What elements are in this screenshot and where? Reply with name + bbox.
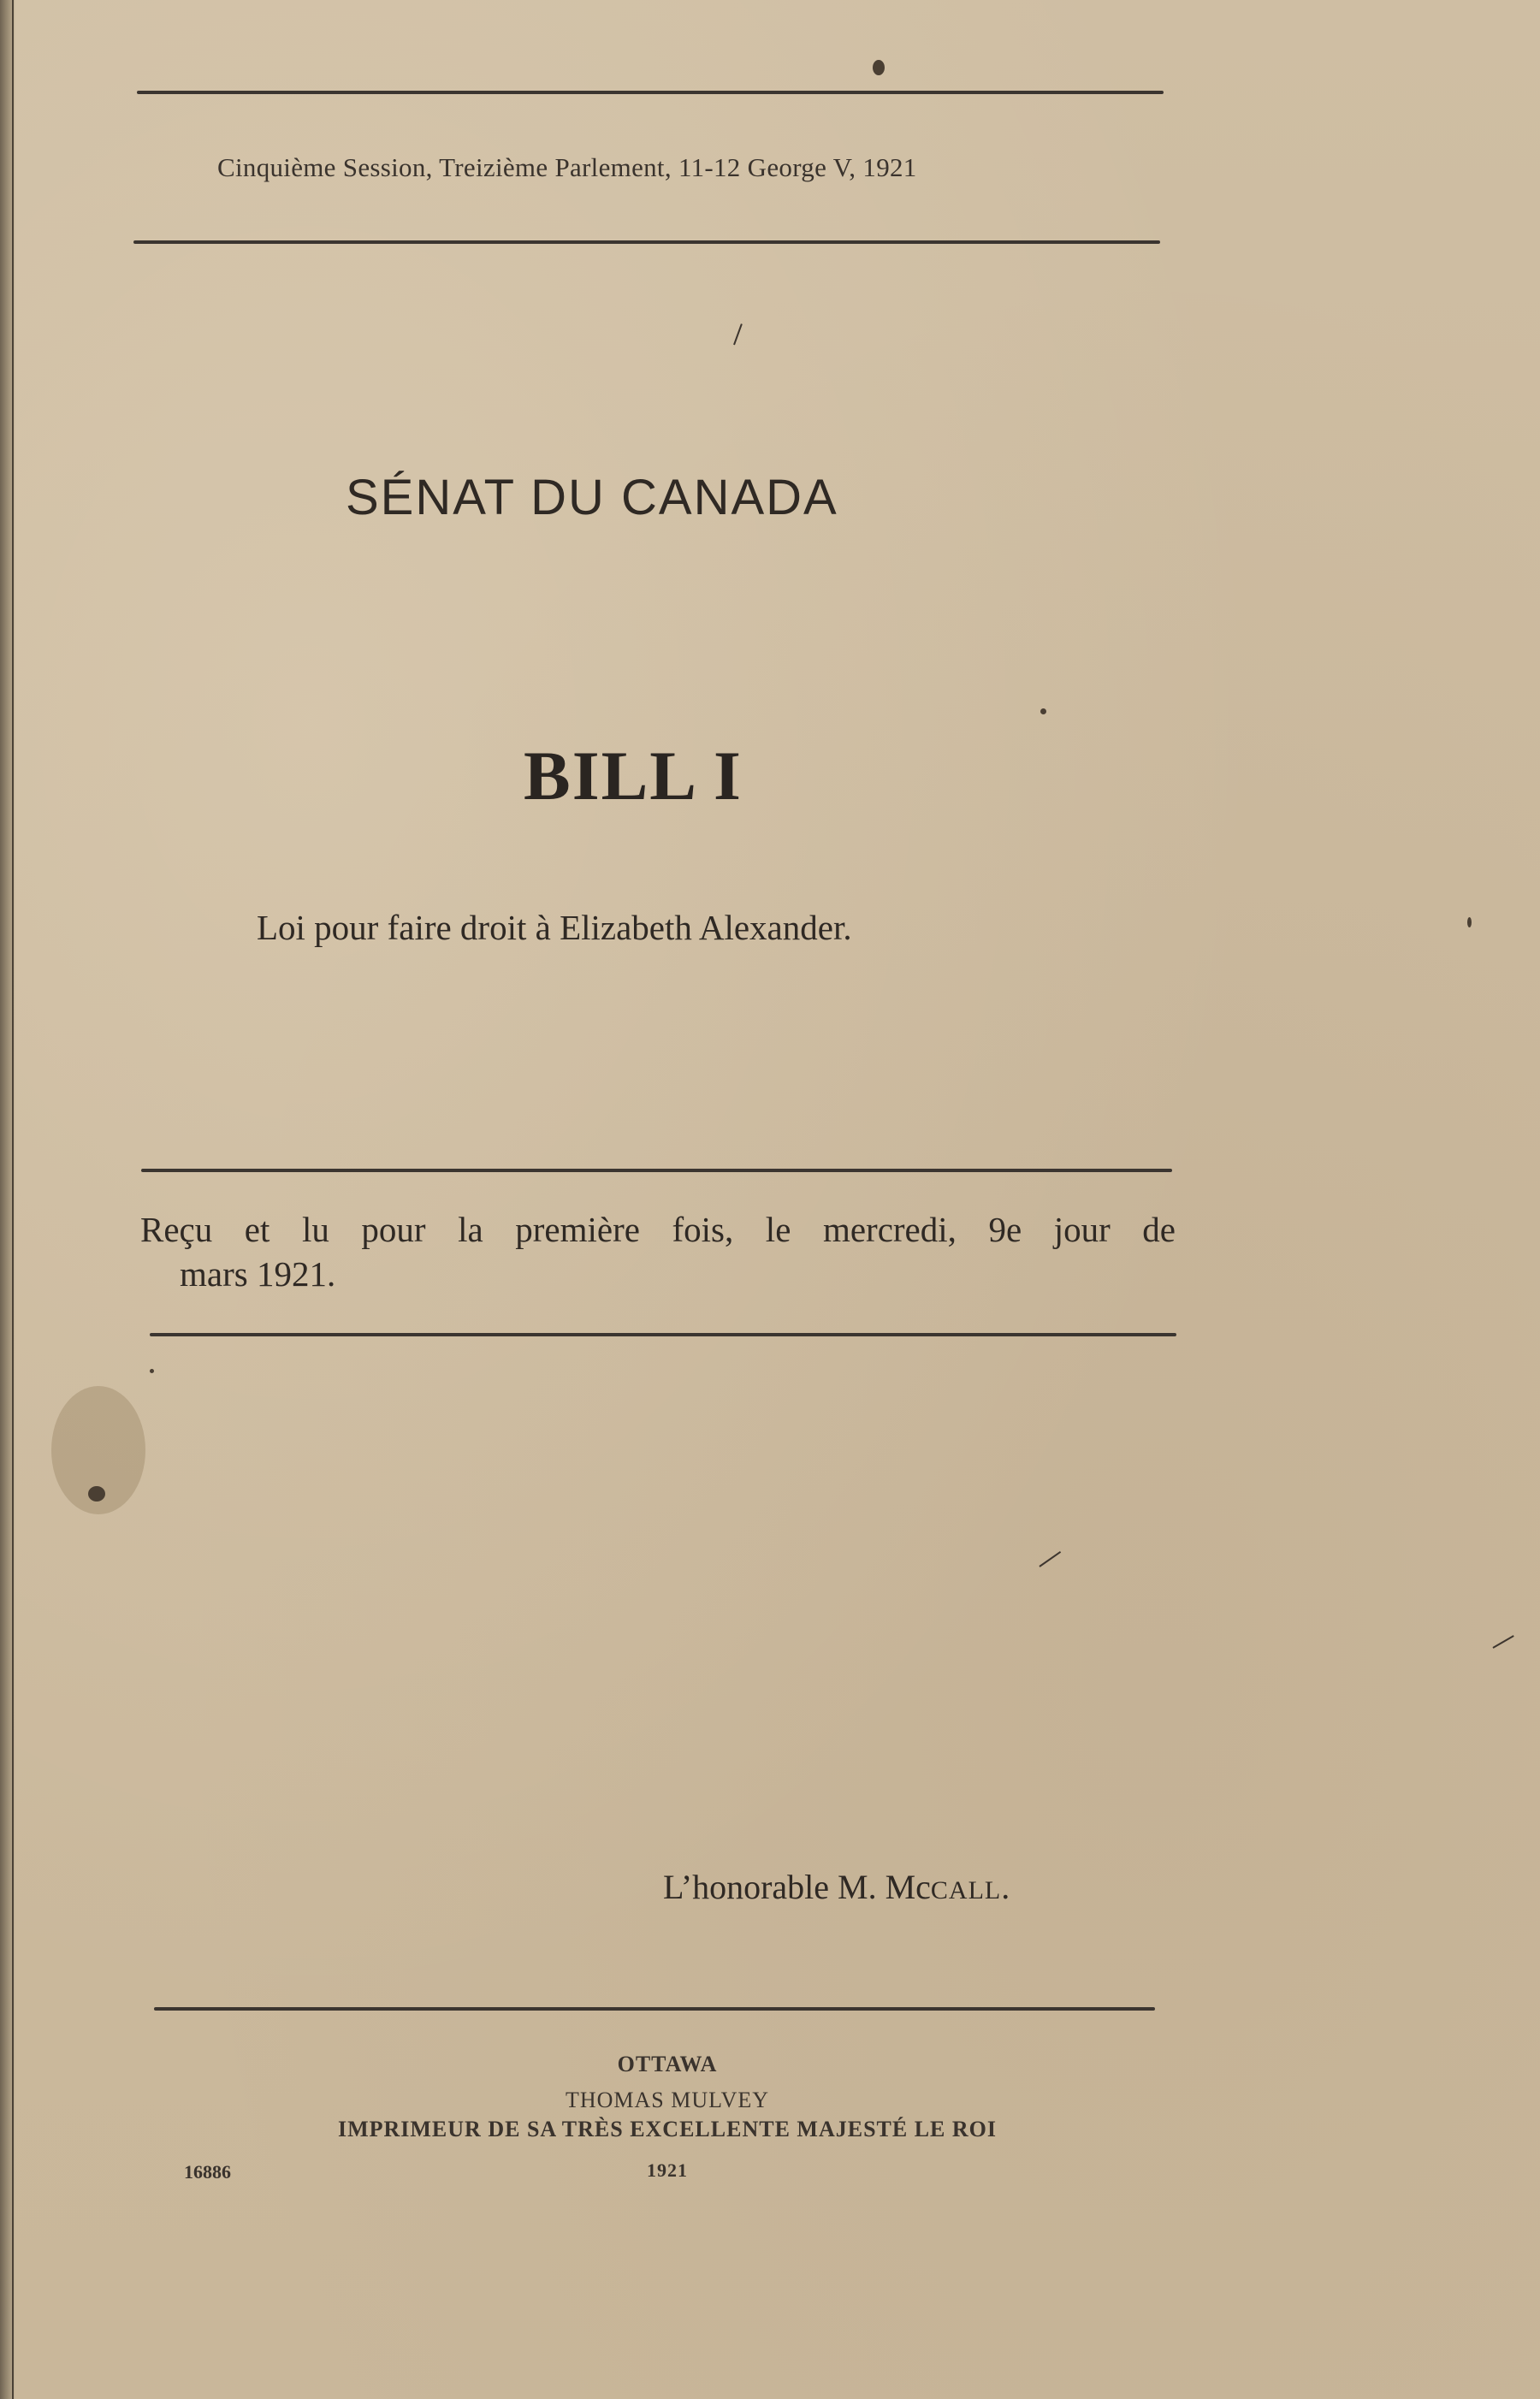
imprint-title: IMPRIMEUR DE SA TRÈS EXCELLENTE MAJESTÉ LE ROI (337, 2117, 998, 2141)
header-bottom-rule (133, 240, 1160, 244)
sponsor-suffix: . (1001, 1868, 1010, 1906)
ink-speck (1467, 917, 1472, 927)
document-number: 16886 (184, 2161, 231, 2183)
first-reading-line-2: mars 1921. (180, 1254, 336, 1294)
senate-heading: SÉNAT DU CANADA (346, 470, 838, 525)
imprint-printer: THOMAS MULVEY (565, 2088, 770, 2112)
sponsor-surname: CALL (930, 1876, 1002, 1904)
imprint-rule (154, 2007, 1155, 2011)
reading-bottom-rule (150, 1333, 1176, 1336)
binding-line (12, 0, 14, 2399)
bill-title: BILL I (524, 737, 743, 814)
reading-top-rule (141, 1169, 1172, 1172)
bill-description: Loi pour faire droit à Elizabeth Alexander. (257, 908, 852, 947)
imprint-city: OTTAWA (617, 2052, 718, 2076)
top-rule (137, 91, 1164, 94)
sponsor-prefix: L’honorable M. Mc (663, 1868, 931, 1906)
paper-scratch (1493, 1635, 1514, 1649)
ink-speck (873, 60, 885, 75)
imprint-year: 1921 (647, 2159, 688, 2181)
paper-scratch (733, 323, 743, 345)
ink-speck (150, 1369, 154, 1373)
sponsor-name (663, 1867, 1010, 1907)
session-header: Cinquième Session, Treizième Parlement, 11-12 George V, 1921 (217, 152, 917, 182)
ink-speck (88, 1486, 105, 1502)
first-reading-line-1: Reçu et lu pour la première fois, le mercredi, 9e jour de (140, 1210, 1176, 1249)
paper-scratch (1039, 1551, 1061, 1567)
ink-speck (1040, 708, 1046, 714)
